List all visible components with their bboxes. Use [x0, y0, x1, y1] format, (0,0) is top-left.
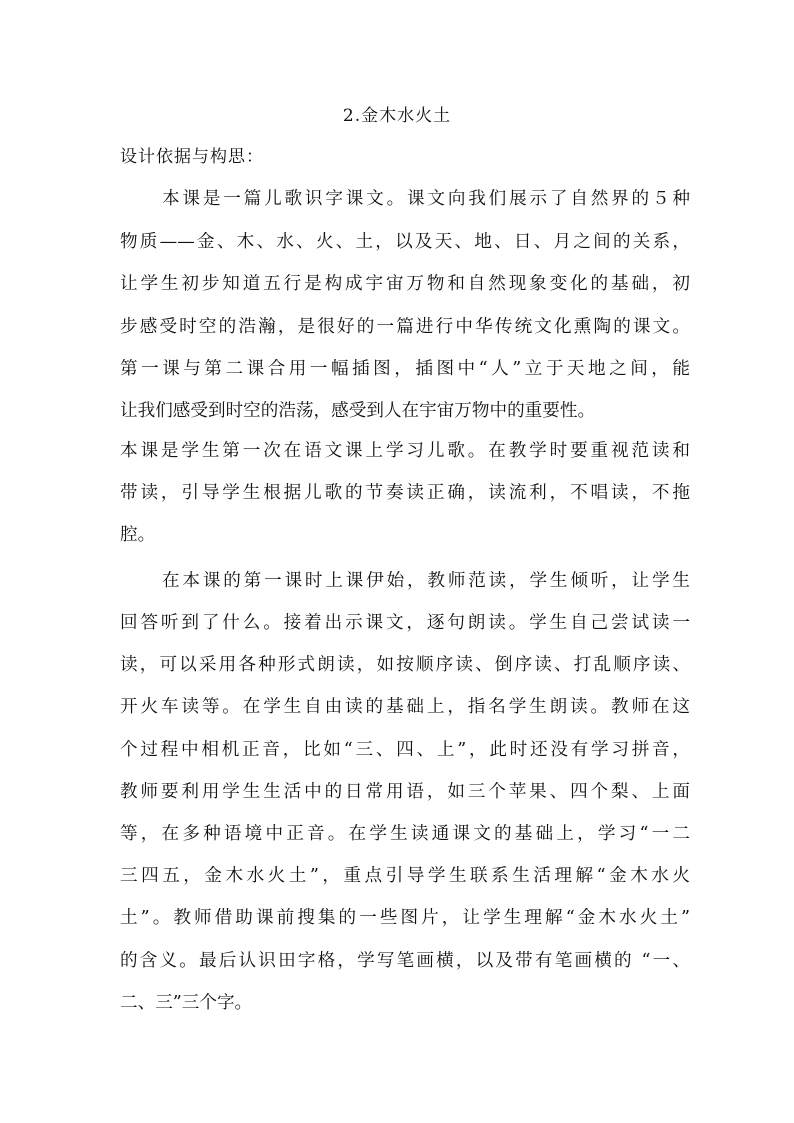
paragraph-line: 腔。 [120, 525, 156, 545]
paragraph-line: 本课是一篇儿歌识字课文。课文向我们展示了自然界的５种 [162, 189, 690, 209]
paragraph-line: 个过程中相机正音，比如“三、四、上”，此时还没有学习拼音， [120, 740, 690, 760]
paragraph-line: 第一课与第二课合用一幅插图，插图中“人”立于天地之间，能 [120, 359, 690, 379]
paragraph-line: 步感受时空的浩瀚，是很好的一篇进行中华传统文化熏陶的课文。 [120, 317, 690, 337]
paragraph-line: 教师要利用学生生活中的日常用语，如三个苹果、四个梨、上面 [120, 782, 690, 802]
paragraph-line: 回答听到了什么。接着出示课文，逐句朗读。学生自己尝试读一 [120, 613, 690, 633]
document-title: 2.金木水火土 [342, 106, 452, 126]
paragraph-line: 物质——金、木、水、火、土，以及天、地、日、月之间的关系， [120, 232, 690, 252]
paragraph-line: 等，在多种语境中正音。在学生读通课文的基础上，学习“一二 [120, 824, 690, 844]
paragraph-line: 本课是学生第一次在语文课上学习儿歌。在教学时要重视范读和 [120, 441, 690, 461]
paragraph-line: 带读，引导学生根据儿歌的节奏读正确，读流利，不唱读，不拖 [120, 483, 690, 503]
paragraph-line: 让学生初步知道五行是构成宇宙万物和自然现象变化的基础，初 [120, 274, 690, 294]
paragraph-line: 在本课的第一课时上课伊始，教师范读，学生倾听，让学生 [162, 571, 690, 591]
paragraph-line: 让我们感受到时空的浩荡，感受到人在宇宙万物中的重要性。 [120, 401, 596, 421]
paragraph-line: 土”。教师借助课前搜集的一些图片，让学生理解“金木水火土” [120, 908, 690, 928]
paragraph-line: 三四五，金木水火土”，重点引导学生联系生活理解“金木水火 [120, 866, 690, 886]
paragraph-line: 开火车读等。在学生自由读的基础上，指名学生朗读。教师在这 [120, 697, 690, 717]
section-heading: 设计依据与构思： [120, 147, 264, 167]
paragraph-line: 读，可以采用各种形式朗读，如按顺序读、倒序读、打乱顺序读、 [120, 655, 690, 675]
paragraph-line: 二、三”三个字。 [120, 993, 253, 1013]
paragraph-line: 的含义。最后认识田字格，学写笔画横，以及带有笔画横的 “一、 [120, 951, 690, 971]
